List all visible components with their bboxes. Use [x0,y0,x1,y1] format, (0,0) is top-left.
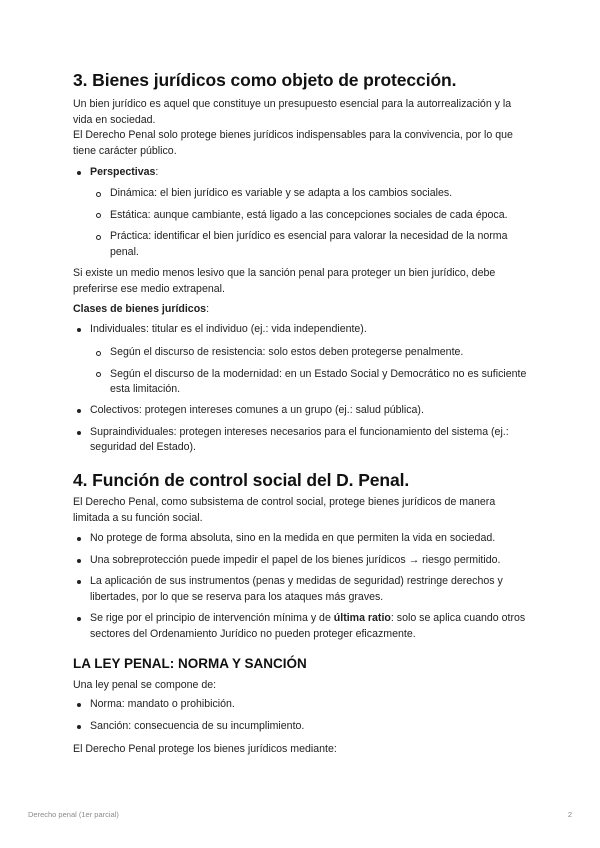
clase-colectivos: Colectivos: protegen intereses comunes a un grupo (ej.: salud pública). [73,403,533,419]
section-4-item-4 [73,611,533,642]
clases-list-continued [73,403,533,456]
discurso-resistencia: Según el discurso de resistencia: solo estos deben protegerse penalmente. [73,345,533,361]
section-3-paragraph-3: Si existe un medio menos lesivo que la sanción penal para proteger un bien jurídico, debe preferirse ese medio extrapenal. [73,267,496,295]
perspectiva-practica: Práctica: identificar el bien jurídico es esencial para valorar la necesidad de la norma penal. [73,229,533,260]
ultima-ratio-term: última ratio [333,612,391,624]
clases-label: Clases de bienes jurídicos [73,303,207,315]
section-4-item-1: No protege de forma absoluta, sino en la medida en que permiten la vida en sociedad. [73,531,533,547]
perspectivas-sublist [73,186,533,260]
perspectiva-estatica: Estática: aunque cambiante, está ligado a las concepciones sociales de cada época. [73,208,533,224]
ley-penal-list [73,697,533,734]
perspectivas-list [73,165,533,181]
perspectivas-label: Perspectivas [90,166,156,178]
clase-supraindividuales: Supraindividuales: protegen intereses necesarios para el funcionamiento del sistema (ej.: seguridad del Estado). [73,425,533,456]
item-4-text-post: : solo se aplica cuando otros sectores del Ordenamiento Jurídico no pueden proteger eficazmente. [90,612,526,640]
ley-penal-paragraph-2: El Derecho Penal protege los bienes jurídicos mediante: [73,743,337,755]
clases-heading: Clases de bienes jurídicos: [73,303,210,315]
section-4-title: 4. Función de control social del D. Penal. [73,470,410,490]
section-4-paragraph-1: El Derecho Penal, como subsistema de control social, protege bienes jurídicos de manera limitada a su función social. [73,496,496,524]
section-3-paragraph-2: El Derecho Penal solo protege bienes jurídicos indispensables para la convivencia, por lo que tiene carácter público. [73,129,513,157]
discurso-modernidad: Según el discurso de la modernidad: en un Estado Social y Democrático no es suficiente esta limitación. [73,367,533,398]
item-4-text-pre: Se rige por el principio de intervención mínima y de [90,612,334,624]
perspectiva-dinamica: Dinámica: el bien jurídico es variable y se adapta a los cambios sociales. [73,186,533,202]
page-number: 2 [567,810,572,819]
ley-penal-item-norma: Norma: mandato o prohibición. [73,697,533,713]
ley-penal-title: LA LEY PENAL: NORMA Y SANCIÓN [73,656,307,671]
ley-penal-item-sancion: Sanción: consecuencia de su incumplimiento. [73,719,533,735]
individuales-sublist [73,345,533,398]
footer-title: Derecho penal (1er parcial) [28,810,119,819]
section-4-item-3: La aplicación de sus instrumentos (penas y medidas de seguridad) restringe derechos y libertades, por lo que se reserva para los ataques más graves. [73,574,533,605]
page-footer [28,810,572,819]
section-4-list [73,531,533,642]
section-4-item-2: Una sobreprotección puede impedir el papel de los bienes jurídicos → riesgo permitido. [73,553,533,569]
clase-individuales: Individuales: titular es el individuo (ej.: vida independiente). [73,322,533,338]
perspectivas-item: Perspectivas: [73,165,533,181]
ley-penal-paragraph-1: Una ley penal se compone de: [73,679,217,691]
clases-list [73,322,533,338]
section-3-paragraph-1: Un bien jurídico es aquel que constituye un presupuesto esencial para la autorrealización y la vida en sociedad. [73,98,512,126]
section-3-title: 3. Bienes jurídicos como objeto de protección. [73,70,457,90]
